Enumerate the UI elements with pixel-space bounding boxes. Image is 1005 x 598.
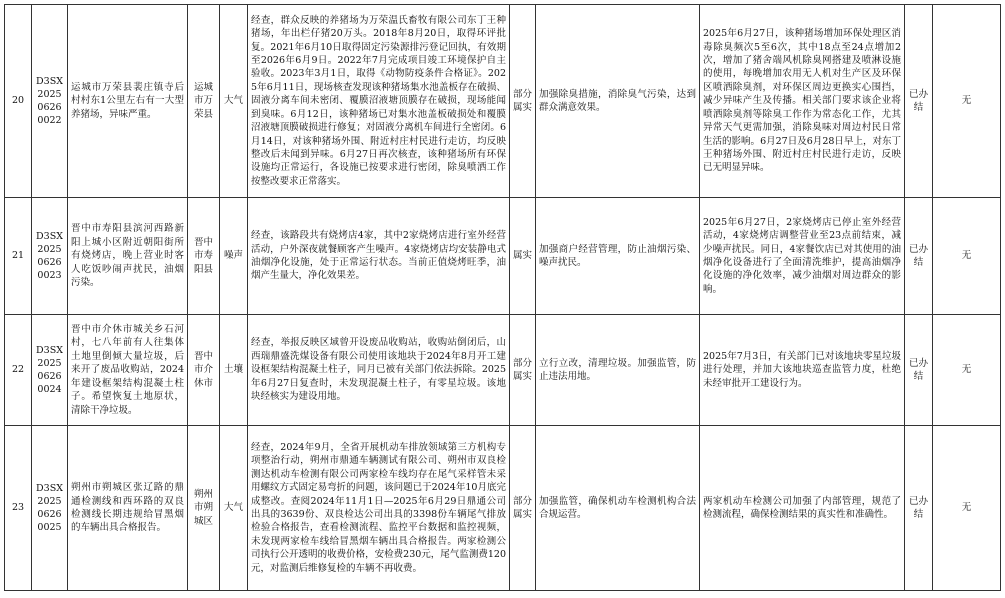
rectification-result: 2025年6月27日，该种猪场增加环保处理区消毒除臭频次5至6次，其中18点至24点增加2次，增加了猪舍端风机除臭网搭建及喷淋设施的使用，每晚增加农用无人机对生产区及环保区喷洒除臭剂，对环保区周边更换实心围挡，减少异味产生及传播。相关部门要求该企业将喷洒除臭剂等除臭工作作为常态化工作，尤其异常天气更需加强，消除臭味对周边村民日常生活的影响。6月27日及6月28日早上，对东丁王种猪场外围、附近村庄村民进行走访，反映已无明显异味。 [700, 5, 905, 198]
complaint-content: 晋中市介休市城关乡石河村，七八年前有人往集体土地里倒倾大量垃圾，后来开了废品收购站，2024年建设框架结构混凝土柱子。希望恢复土地原状，清除干净垃圾。 [68, 315, 188, 426]
case-code: D3SX202506260023 [32, 198, 68, 315]
rectification-measures: 立行立改，清理垃圾。加强监管，防止违法用地。 [536, 315, 700, 426]
status-text: 已办结 [905, 5, 933, 198]
district: 晋中市寿阳县 [188, 198, 220, 315]
pollution-category: 噪声 [220, 198, 248, 315]
pollution-category: 土壤 [220, 315, 248, 426]
rectification-result: 2025年7月3日，有关部门已对该地块零星垃圾进行处理，并加大该地块巡查监管力度，杜绝未经审批开工建设行为。 [700, 315, 905, 426]
accountability: 无 [933, 5, 1001, 198]
accountability: 无 [933, 198, 1001, 315]
status-text: 已办结 [905, 426, 933, 591]
table-row [5, 198, 1001, 315]
status-text: 已办结 [905, 315, 933, 426]
investigation-text: 经查，举报反映区域曾开设废品收购站，收购站倒闭后，山西瑞鼎盛洗煤设备有限公司使用该地块于2024年8月开工建设框架结构混凝土柱子，同月已被有关部门依法拆除。2025年6月27日复查时，未发现混凝土柱子，有零星垃圾。该地块经核实为建设用地。 [248, 315, 510, 426]
investigation-text: 经查，该路段共有烧烤店4家，其中2家烧烤店进行室外经营活动，户外深夜就餐顾客产生噪声。4家烧烤店均安装静电式油烟净化设施，处于正常运行状态。当前正值烧烤旺季，油烟产生量大，净化效果差。 [248, 198, 510, 315]
rectification-result: 2025年6月27日，2家烧烤店已停止室外经营活动，4家烧烤店调整营业至23点前结束，减少噪声扰民。同日，4家餐饮店已对其使用的油烟净化设备进行了全面清洗维护，提高油烟净化设施的净化效率，减少油烟对周边群众的影响。 [700, 198, 905, 315]
status-text: 已办结 [905, 198, 933, 315]
complaint-content: 晋中市寿阳县滨河西路新阳上城小区附近朝阳街所有烧烤店，晚上营业时客人吃饭吵闹声扰民，油烟污染。 [68, 198, 188, 315]
district: 晋中市介休市 [188, 315, 220, 426]
accountability: 无 [933, 315, 1001, 426]
investigation-text: 经查，群众反映的养猪场为万荣温氏畜牧有限公司东丁王种猪场，年出栏仔猪20万头。2018年8月20日，取得环评批复。2021年6月10日取得固定污染源排污登记回执，有效期至2026年6月9日。2022年7月完成项目竣工环境保护自主验收。2023年3月1日，取得《动物防疫条件合格证》。2025年6月11日，现场核查发现该种猪场集水池盖板存在破损、固液分离车间未密闭、覆膜沼液塘顶膜存在破损，现场能闻到臭味。6月12日，该种猪场已对集水池盖板破损处和覆膜沼液塘顶膜破损进行修复；对固液分离机车间进行全密闭。6月14日，对该种猪场外围、附近村庄村民进行走访，均反映整改后未闻到异味。6月27日再次核查，该种猪场所有环保设施均正常运行，各设施已按要求进行密闭，除臭喷洒工作按整改要求正常落实。 [248, 5, 510, 198]
pollution-category: 大气 [220, 5, 248, 198]
rectification-measures: 加强除臭措施，消除臭气污染，达到群众满意效果。 [536, 5, 700, 198]
accountability: 无 [933, 426, 1001, 591]
district: 运城市万荣县 [188, 5, 220, 198]
complaint-content: 运城市万荣县裴庄镇寺后村村东1公里左右有一大型养猪场，异味严重。 [68, 5, 188, 198]
investigation-text: 经查，2024年9月，全省开展机动车排放领域第三方机构专项整治行动，朔州市鼎通车辆测试有限公司、朔州市双良检测达机动车检测有限公司两家检车线均存在尾气采样管未采用螺纹方式固定易弯折的问题，该问题已于2024年10月底完成整改。查阅2024年11月1日—2025年6月29日鼎通公司出具的3639份、双良检达公司出具的3398份车辆尾气排放检验合格报告，查看检测流程、监控平台数据和监控视频，未发现两家检车线给冒黑烟车辆出具合格报告。两家检测公司执行公开透明的收费价格，安检费230元，尾气监测费120元，对监测后维修复检的车辆不再收费。 [248, 426, 510, 591]
rectification-measures: 加强监管，确保机动车检测机构合法合规运营。 [536, 426, 700, 591]
rectification-result: 两家机动车检测公司加强了内部管理，规范了检测流程，确保检测结果的真实性和准确性。 [700, 426, 905, 591]
case-code: D3SX202506260022 [32, 5, 68, 198]
table-row [5, 5, 1001, 198]
row-number: 20 [5, 5, 32, 198]
case-code: D3SX202506260024 [32, 315, 68, 426]
table-row [5, 426, 1001, 591]
complaint-table [4, 4, 1001, 591]
pollution-category: 大气 [220, 426, 248, 591]
verdict: 部分属实 [510, 315, 536, 426]
district: 朔州市朔城区 [188, 426, 220, 591]
rectification-measures: 加强商户经营管理，防止油烟污染、噪声扰民。 [536, 198, 700, 315]
verdict: 部分属实 [510, 426, 536, 591]
table-row [5, 315, 1001, 426]
complaint-content: 朔州市朔城区张辽路的鼎通检测线和西环路的双良检测线长期违规给冒黑烟的车辆出具合格报告。 [68, 426, 188, 591]
row-number: 22 [5, 315, 32, 426]
verdict: 属实 [510, 198, 536, 315]
verdict: 部分属实 [510, 5, 536, 198]
case-code: D3SX202506260025 [32, 426, 68, 591]
row-number: 23 [5, 426, 32, 591]
row-number: 21 [5, 198, 32, 315]
